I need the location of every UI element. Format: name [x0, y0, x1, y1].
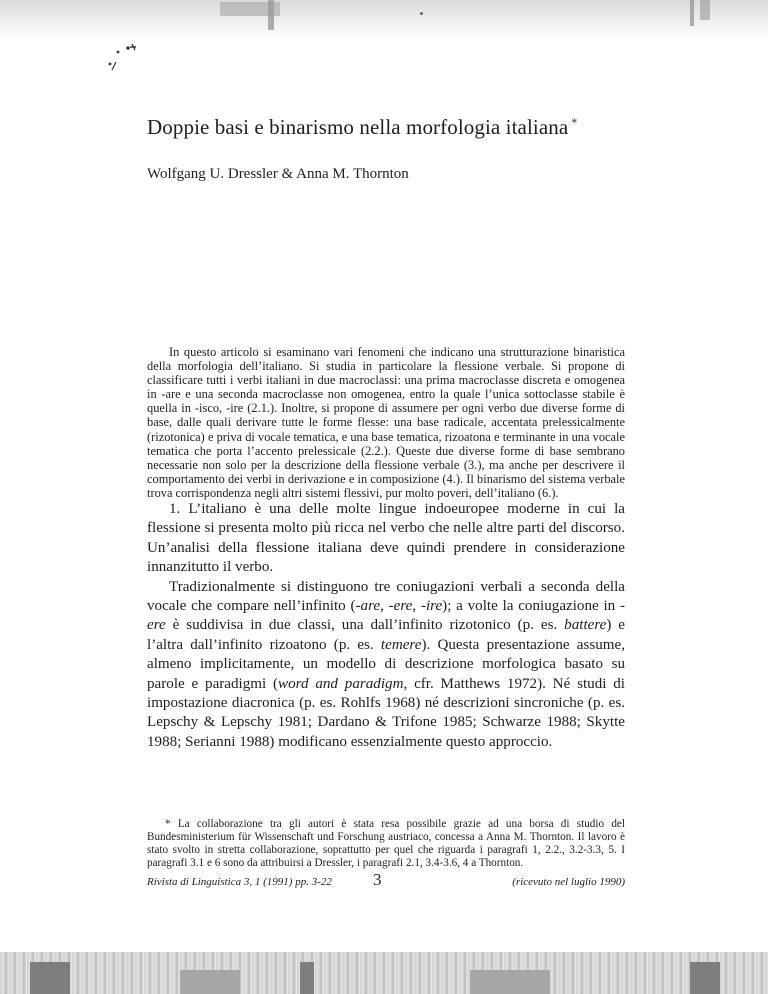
- footnote-text: * La collaborazione tra gli autori è stata resa possibile grazie ad una borsa di studio del Bundesministerium für Wissenschaft und Forschung austriaco, concessa a Anna M. Thornton. Il lavoro è stato svolto in stretta collaborazione, soprattutto per quel che riguarda i paragrafi 1, 2.2., 3.2-3.3, 5. I paragrafi 3.1 e 6 sono da attribuirsi a Dressler, i paragrafi 2.1, 3.4-3.6, 4 a Thornton.: [147, 818, 625, 870]
- abstract: [147, 345, 625, 500]
- scan-artifact-bottom: [0, 952, 768, 994]
- title-footnote-marker: *: [571, 115, 578, 129]
- scan-speck-marks: [104, 42, 138, 76]
- example-battere: battere: [564, 617, 607, 634]
- abstract-text: In questo articolo si esaminano vari fenomeni che indicano una strutturazione binaristica della morfologia dell’italiano. Si studia in particolare la flessione verbale. Si propone di classificare tutti i verbi italiani in due macroclassi: una prima macroclasse discreta e omogenea in -are e una seconda macroclasse non omogenea, entro la quale l’unica sottoclasse stabile è quella in -isco, -ire (2.1.). Inoltre, si propone di assumere per ogni verbo due diverse forme di base, dalle quali derivare tutte le forme flesse: una base radicale, accentata prelessicalmente (rizotonica) e priva di vocale tematica, e una base tematica, rizoatona e terminante in una vocale tematica che porta l’accento prelessicale (2.2.). Queste due diverse forme di base sembrano necessarie non solo per la descrizione della flessione verbale (3.), ma anche per descrivere il comportamento dei verbi in derivazione e in composizione (4.). Il binarismo del sistema verbale trova corrispondenza negli altri sistemi flessivi, pur molto poveri, dell’italiano (6.).: [147, 345, 625, 500]
- term-word-and-paradigm: word and paradigm: [278, 675, 404, 692]
- page-footer: [147, 872, 625, 892]
- text-run: ,: [380, 598, 389, 615]
- article-title-text: Doppie basi e binarismo nella morfologia italiana: [147, 115, 569, 139]
- text-run: è suddivisa in due classi, una dall’infinito rizotonico (p. es.: [165, 617, 565, 634]
- text-run: Tradizionalmente si distinguono tre coniugazioni verbali a seconda della vocale che compare nell’infinito (: [147, 578, 625, 615]
- suffix-ere: -ere: [147, 598, 626, 634]
- text-run: ); a volte la coniugazione in: [442, 598, 620, 615]
- text-run: , cfr. Matthews 1972). Né studi di impostazione diacronica (p. es. Rohlfs 1968) né descrizioni sincroniche (p. es. Lepschy & Lepschy 1981; Dardano & Trifone 1985; Schwarze 1988; Skytte 1988; Serianni 1988) modificano essenzialmente questo approccio.: [147, 675, 625, 750]
- text-run: ). Questa presentazione assume, almeno implicitamente, un modello di descrizione morfologica basato su parole e paradigmi (: [147, 636, 625, 692]
- page-number: 3: [373, 870, 382, 889]
- article-title: [147, 115, 577, 140]
- text-run: ,: [412, 598, 421, 615]
- suffix-are: -are: [355, 598, 381, 615]
- scan-artifact-top: [0, 0, 768, 40]
- journal-citation: Rivista di Linguistica 3, 1 (1991) pp. 3-22: [147, 876, 332, 888]
- article-body: [147, 500, 625, 752]
- suffix-ere: -ere: [388, 598, 413, 615]
- suffix-ire: -ire: [420, 598, 443, 615]
- article-authors: Wolfgang U. Dressler & Anna M. Thornton: [147, 166, 409, 182]
- body-paragraph-1: 1. L’italiano è una delle molte lingue indoeuropee moderne in cui la flessione si presenta molto più ricca nel verbo che nelle altre parti del discorso. Un’analisi della flessione italiana deve quindi prendere in considerazione innanzitutto il verbo.: [147, 501, 625, 576]
- received-date: (ricevuto nel luglio 1990): [512, 876, 625, 888]
- footnote: [147, 818, 625, 870]
- example-temere: temere: [380, 636, 422, 653]
- body-paragraph-2: [147, 578, 625, 753]
- text-run: ) e l’altra dall’infinito rizoatono (p. es.: [147, 617, 626, 653]
